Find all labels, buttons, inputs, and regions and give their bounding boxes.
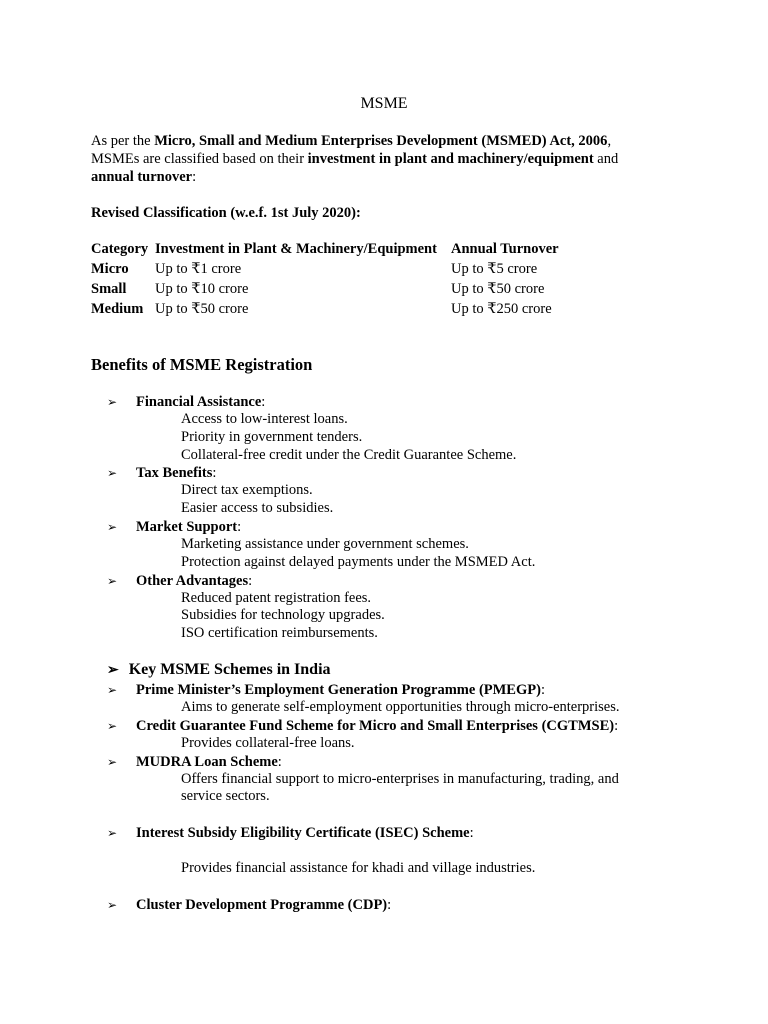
category-cell: Micro [91, 261, 129, 277]
benefit-point: Protection against delayed payments under the MSMED Act. [181, 553, 536, 570]
scheme-description: Provides financial assistance for khadi and village industries. [181, 860, 536, 877]
investment-cell: Up to ₹1 crore [155, 261, 242, 277]
list-item [107, 681, 667, 717]
list-item [107, 393, 707, 464]
page-title: MSME [360, 95, 408, 112]
table-row [89, 299, 583, 319]
table-row [89, 279, 583, 299]
scheme-description: Provides collateral-free loans. [181, 734, 355, 751]
arrow-bullet-icon: ➢ [107, 519, 118, 534]
investment-cell: Up to ₹10 crore [155, 281, 249, 297]
benefit-point: Subsidies for technology upgrades. [181, 607, 385, 624]
scheme-title: MUDRA Loan Scheme: [136, 753, 282, 770]
turnover-cell: Up to ₹250 crore [451, 301, 552, 317]
scheme-title: Credit Guarantee Fund Scheme for Micro and Small Enterprises (CGTMSE): [136, 717, 619, 734]
list-item [107, 518, 707, 572]
benefits-heading: Benefits of MSME Registration [91, 355, 313, 374]
benefit-title: Other Advantages: [136, 572, 253, 589]
intro-text: As per the [91, 133, 155, 149]
column-header: Annual Turnover [451, 241, 559, 257]
scheme-title: Cluster Development Programme (CDP): [136, 896, 392, 913]
scheme-description: Offers financial support to micro-enterprises in manufacturing, trading, and service sectors. [181, 770, 619, 805]
schemes-list [107, 681, 667, 914]
benefit-title: Tax Benefits: [136, 465, 217, 482]
schemes-heading [107, 659, 331, 681]
benefit-title: Market Support: [136, 518, 242, 535]
intro-text: MSMEs are classified based on their [91, 151, 308, 167]
turnover-criteria: annual turnover [91, 169, 193, 185]
category-cell: Small [91, 281, 127, 297]
list-item [107, 572, 707, 643]
arrow-bullet-icon: ➢ [107, 573, 118, 588]
list-item [107, 824, 667, 878]
investment-criteria: investment in plant and machinery/equipment [307, 151, 594, 167]
benefit-point: Priority in government tenders. [181, 428, 363, 445]
intro-text: and [593, 151, 619, 167]
benefit-title: Financial Assistance: [136, 394, 266, 410]
arrow-bullet-icon: ➢ [107, 683, 118, 697]
schemes-heading-text: Key MSME Schemes in India [128, 661, 331, 678]
benefit-point: Collateral-free credit under the Credit Guarantee Scheme. [181, 446, 517, 463]
list-item [107, 753, 667, 807]
benefits-list [107, 393, 707, 643]
table-row [89, 259, 583, 279]
arrow-bullet-icon: ➢ [107, 754, 118, 769]
intro-text: : [192, 169, 197, 185]
benefit-point: ISO certification reimbursements. [181, 625, 378, 642]
classification-table [89, 239, 583, 319]
list-item [107, 896, 667, 914]
arrow-bullet-icon: ➢ [107, 826, 118, 841]
scheme-title: Prime Minister’s Employment Generation Programme (PMEGP): [136, 682, 545, 698]
scheme-description: Aims to generate self-employment opportunities through micro-enterprises. [181, 699, 620, 715]
category-cell: Medium [91, 301, 144, 317]
arrow-bullet-icon: ➢ [107, 663, 119, 678]
investment-cell: Up to ₹50 crore [155, 301, 249, 317]
benefit-point: Direct tax exemptions. [181, 482, 313, 499]
turnover-cell: Up to ₹5 crore [451, 261, 538, 277]
column-header: Investment in Plant & Machinery/Equipment [155, 241, 437, 257]
arrow-bullet-icon: ➢ [107, 395, 118, 409]
arrow-bullet-icon: ➢ [107, 718, 118, 733]
turnover-cell: Up to ₹50 crore [451, 281, 545, 297]
benefit-point: Marketing assistance under government schemes. [181, 535, 469, 552]
scheme-title: Interest Subsidy Eligibility Certificate (ISEC) Scheme: [136, 825, 474, 842]
column-header: Category [91, 241, 149, 257]
arrow-bullet-icon: ➢ [107, 466, 118, 481]
arrow-bullet-icon: ➢ [107, 897, 118, 912]
benefit-point: Easier access to subsidies. [181, 500, 334, 517]
revised-classification-heading: Revised Classification (w.e.f. 1st July 2020): [91, 205, 361, 221]
table-header-row [89, 239, 583, 259]
list-item [107, 464, 707, 518]
intro-paragraph [91, 132, 618, 186]
intro-text: , [607, 133, 612, 149]
benefit-point: Access to low-interest loans. [181, 411, 348, 427]
act-name: Micro, Small and Medium Enterprises Development (MSMED) Act, 2006 [154, 133, 608, 149]
list-item [107, 717, 667, 753]
benefit-point: Reduced patent registration fees. [181, 589, 372, 606]
